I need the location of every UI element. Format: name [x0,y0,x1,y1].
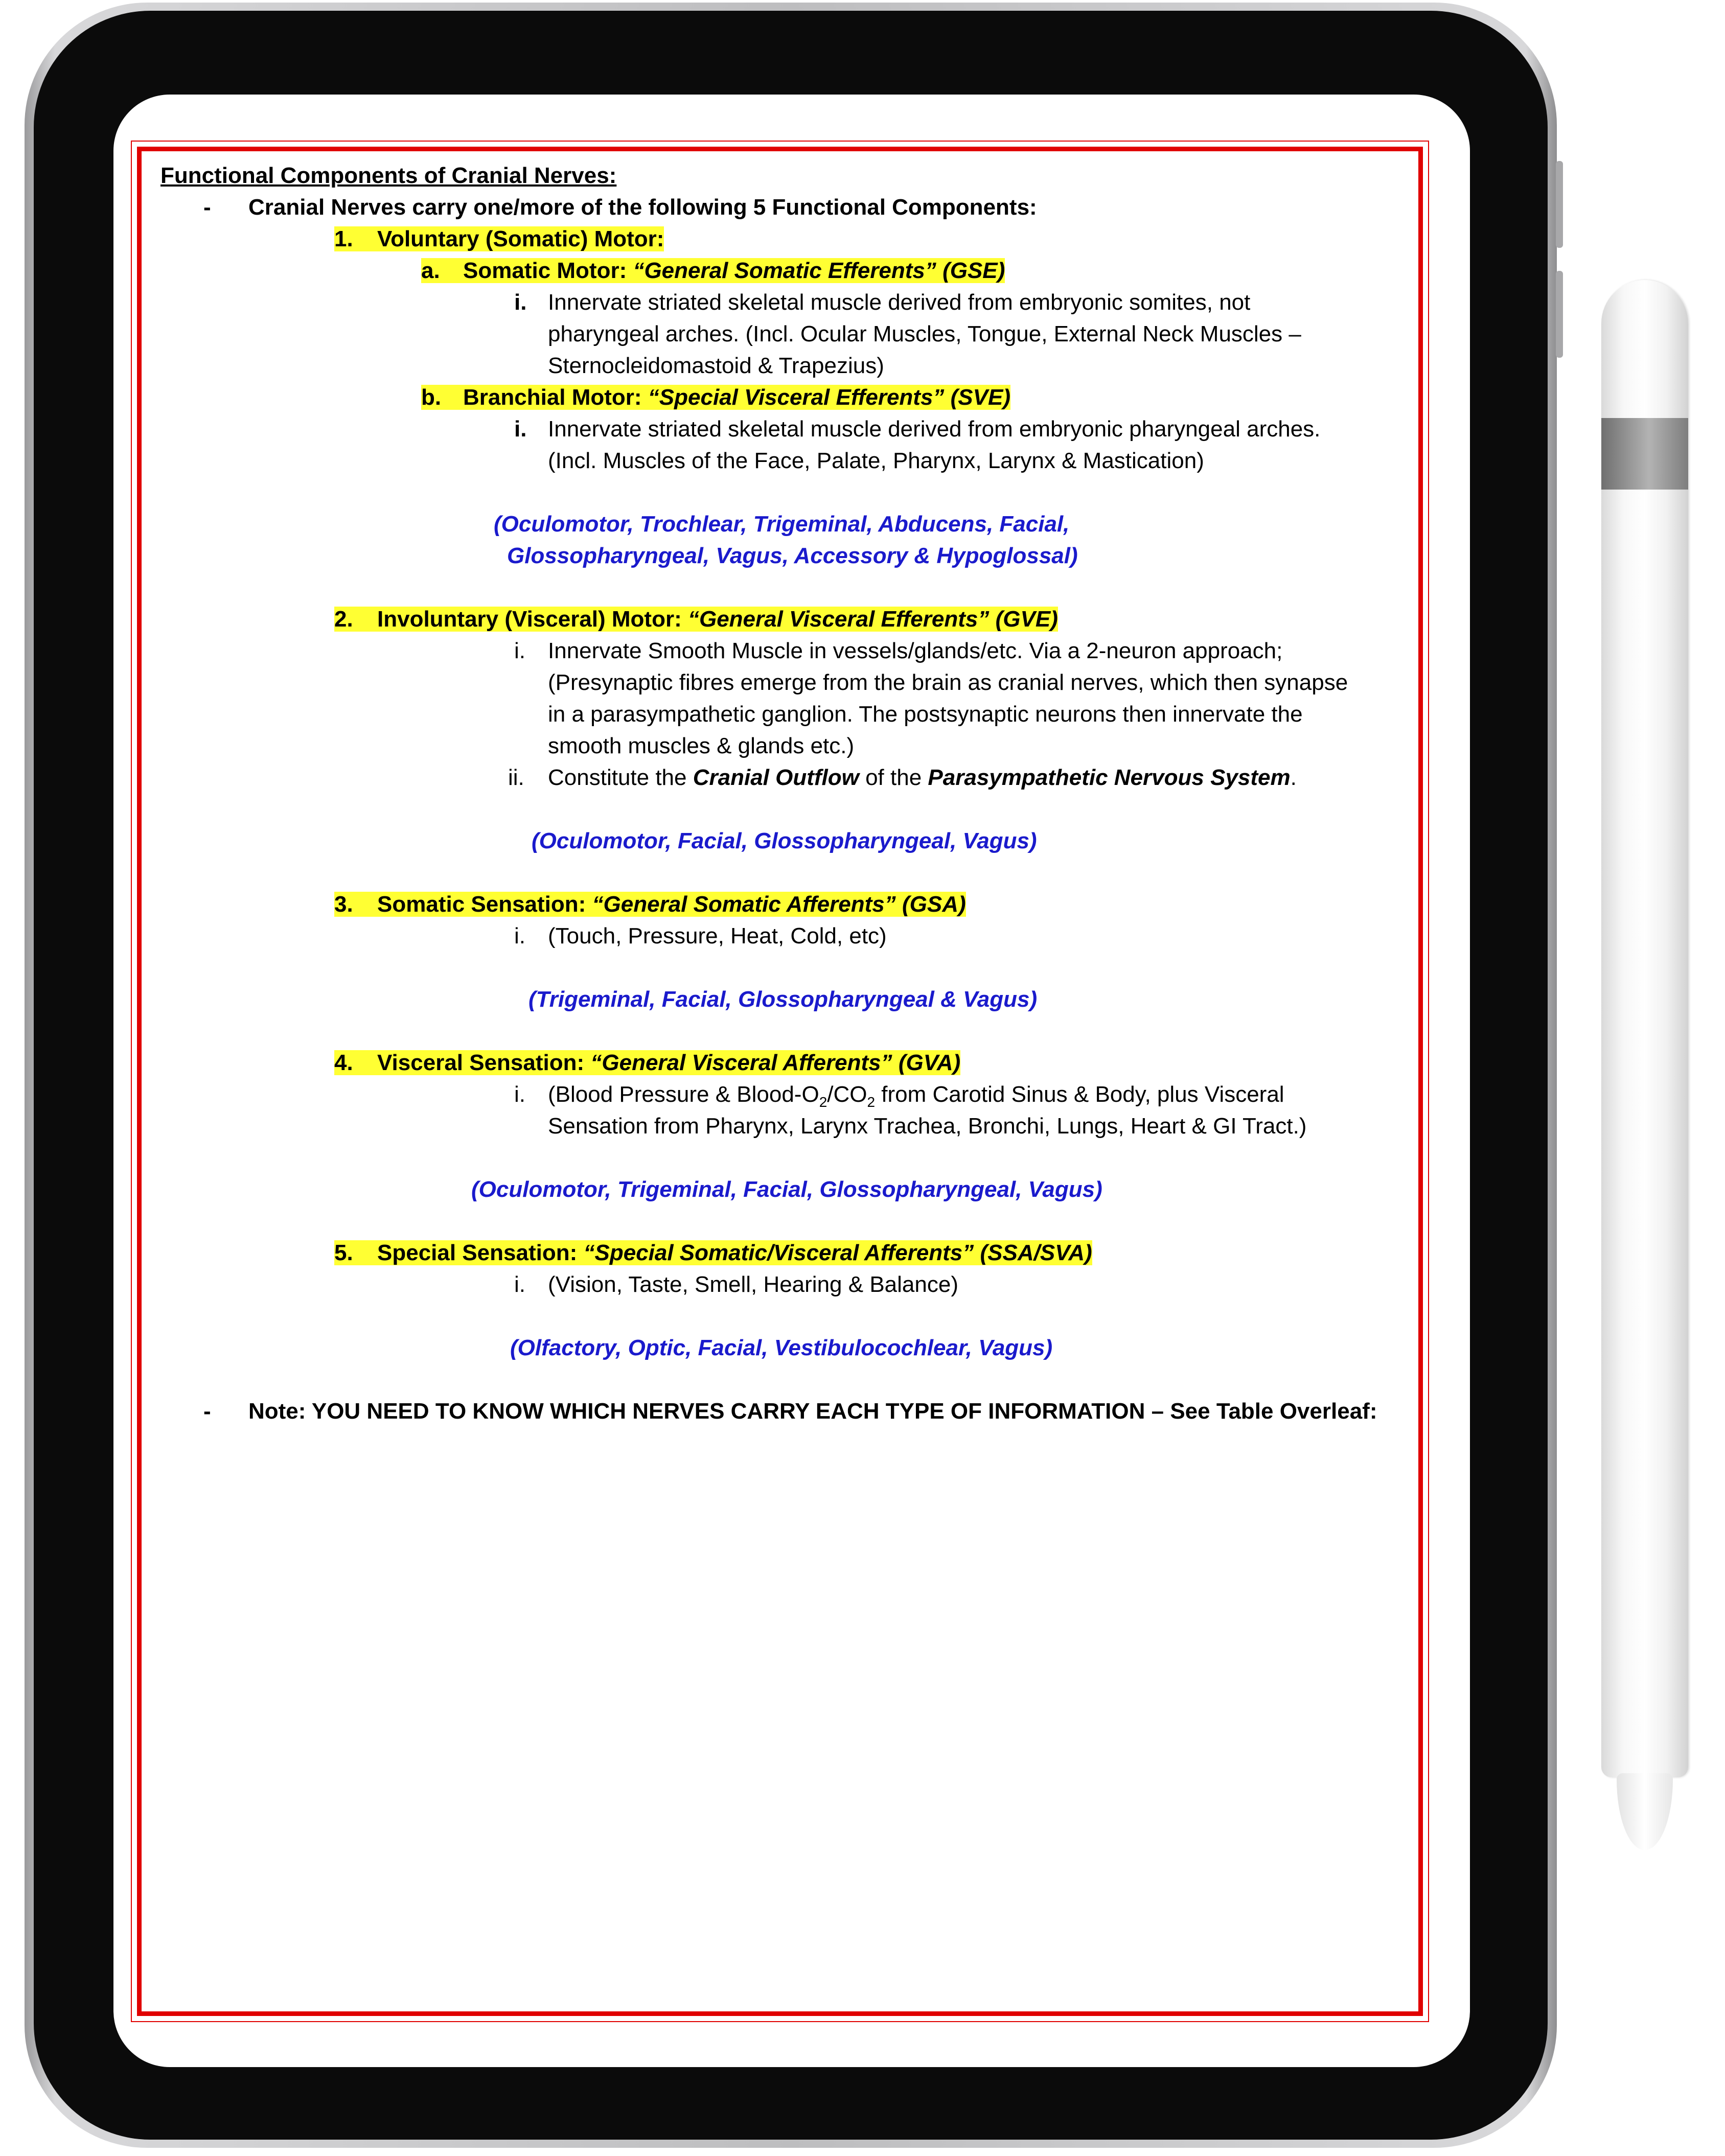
component-1a-label: Somatic Motor: [463,258,633,283]
component-4-nerves: (Oculomotor, Trigeminal, Facial, Glossopharyngeal, Vagus) [471,1177,1102,1202]
component-1b-marker: b. [421,385,442,410]
component-2-i-line-2: (Presynaptic fibres emerge from the brain as cranial nerves, which then synapse [548,670,1348,695]
component-2-ii-marker: ii. [508,765,524,790]
component-1a-term: “General Somatic Efferents” (GSE) [633,258,1005,283]
component-1a-marker: a. [421,258,440,283]
component-1b-i-line-1: Innervate striated skeletal muscle derived from embryonic pharyngeal arches. [548,416,1321,442]
component-2-heading [334,604,1058,635]
component-1b-i-marker: i. [514,416,527,442]
component-1a-heading [421,255,1005,287]
component-1b-label: Branchial Motor: [463,385,648,410]
component-4-heading [334,1047,960,1079]
component-3-i-line-1: (Touch, Pressure, Heat, Cold, etc) [548,923,887,948]
component-5-i-marker: i. [514,1272,525,1297]
component-2-nerves: (Oculomotor, Facial, Glossopharyngeal, Vagus) [532,828,1037,853]
apple-pencil [1601,280,1688,1777]
note-text: Note: YOU NEED TO KNOW WHICH NERVES CARRY EACH TYPE OF INFORMATION – See Table Overleaf: [248,1399,1377,1424]
cranial-outflow-term: Cranial Outflow [693,765,859,790]
component-4-i-line-2: Sensation from Pharynx, Larynx Trachea, Bronchi, Lungs, Heart & GI Tract.) [548,1114,1307,1139]
component-5-i-line-1: (Vision, Taste, Smell, Hearing & Balance) [548,1272,958,1297]
document-title: Functional Components of Cranial Nerves: [160,163,617,188]
component-2-i-marker: i. [514,638,525,663]
component-2-label: Involuntary (Visceral) Motor: [377,607,688,632]
document-page [113,95,1470,2067]
component-4-i-marker: i. [514,1082,525,1107]
component-1-nerves-line-1: (Oculomotor, Trochlear, Trigeminal, Abducens, Facial, [494,512,1070,537]
component-1-number: 1. [334,226,353,251]
component-3-label: Somatic Sensation: [377,892,592,917]
tablet-screen [113,95,1470,2067]
component-1a-i-line-1: Innervate striated skeletal muscle derived from embryonic somites, not [548,290,1251,315]
volume-up-button [1556,161,1563,248]
component-1b-heading [421,382,1010,413]
volume-down-button [1556,271,1563,358]
component-3-term: “General Somatic Afferents” (GSA) [592,892,966,917]
component-1-heading [334,223,664,255]
component-2-term: “General Visceral Efferents” (GVE) [687,607,1058,632]
component-3-i-marker: i. [514,923,525,948]
component-5-label: Special Sensation: [377,1240,584,1265]
component-2-number: 2. [334,607,353,632]
component-2-i-line-4: smooth muscles & glands etc.) [548,733,855,758]
pencil-band [1601,418,1688,490]
component-3-heading [334,889,966,920]
parasympathetic-term: Parasympathetic Nervous System [928,765,1291,790]
intro-text: Cranial Nerves carry one/more of the following 5 Functional Components: [248,195,1037,220]
pencil-tip [1617,1773,1673,1850]
component-1-title: Voluntary (Somatic) Motor: [377,226,664,251]
component-1b-term: “Special Visceral Efferents” (SVE) [648,385,1010,410]
component-2-i-line-3: in a parasympathetic ganglion. The postsynaptic neurons then innervate the [548,702,1303,727]
component-1b-i-line-2: (Incl. Muscles of the Face, Palate, Pharynx, Larynx & Mastication) [548,448,1204,473]
component-1-nerves-line-2: Glossopharyngeal, Vagus, Accessory & Hypoglossal) [507,543,1078,568]
intro-bullet: - [203,195,211,220]
component-5-heading [334,1237,1092,1269]
component-3-nerves: (Trigeminal, Facial, Glossopharyngeal & Vagus) [528,987,1038,1012]
component-4-i-line-1: (Blood Pressure & Blood-$O_2/CO_2$ from Carotid Sinus & Body, plus Visceral [548,1082,1284,1110]
component-5-nerves: (Olfactory, Optic, Facial, Vestibulocochlear, Vagus) [510,1335,1053,1360]
note-bullet: - [203,1399,211,1424]
component-4-term: “General Visceral Afferents” (GVA) [590,1050,961,1075]
component-4-label: Visceral Sensation: [377,1050,591,1075]
component-5-term: “Special Somatic/Visceral Afferents” (SSA/SVA) [583,1240,1092,1265]
component-1a-i-line-2: pharyngeal arches. (Incl. Ocular Muscles, Tongue, External Neck Muscles – [548,321,1301,346]
component-2-ii-text: Constitute the Cranial Outflow of the Parasympathetic Nervous System. [548,765,1297,790]
component-5-number: 5. [334,1240,353,1265]
component-4-number: 4. [334,1050,353,1075]
component-1a-i-marker: i. [514,290,527,315]
component-1a-i-line-3: Sternocleidomastoid & Trapezius) [548,353,884,378]
component-3-number: 3. [334,892,353,917]
component-2-i-line-1: Innervate Smooth Muscle in vessels/glands/etc. Via a 2-neuron approach; [548,638,1283,663]
